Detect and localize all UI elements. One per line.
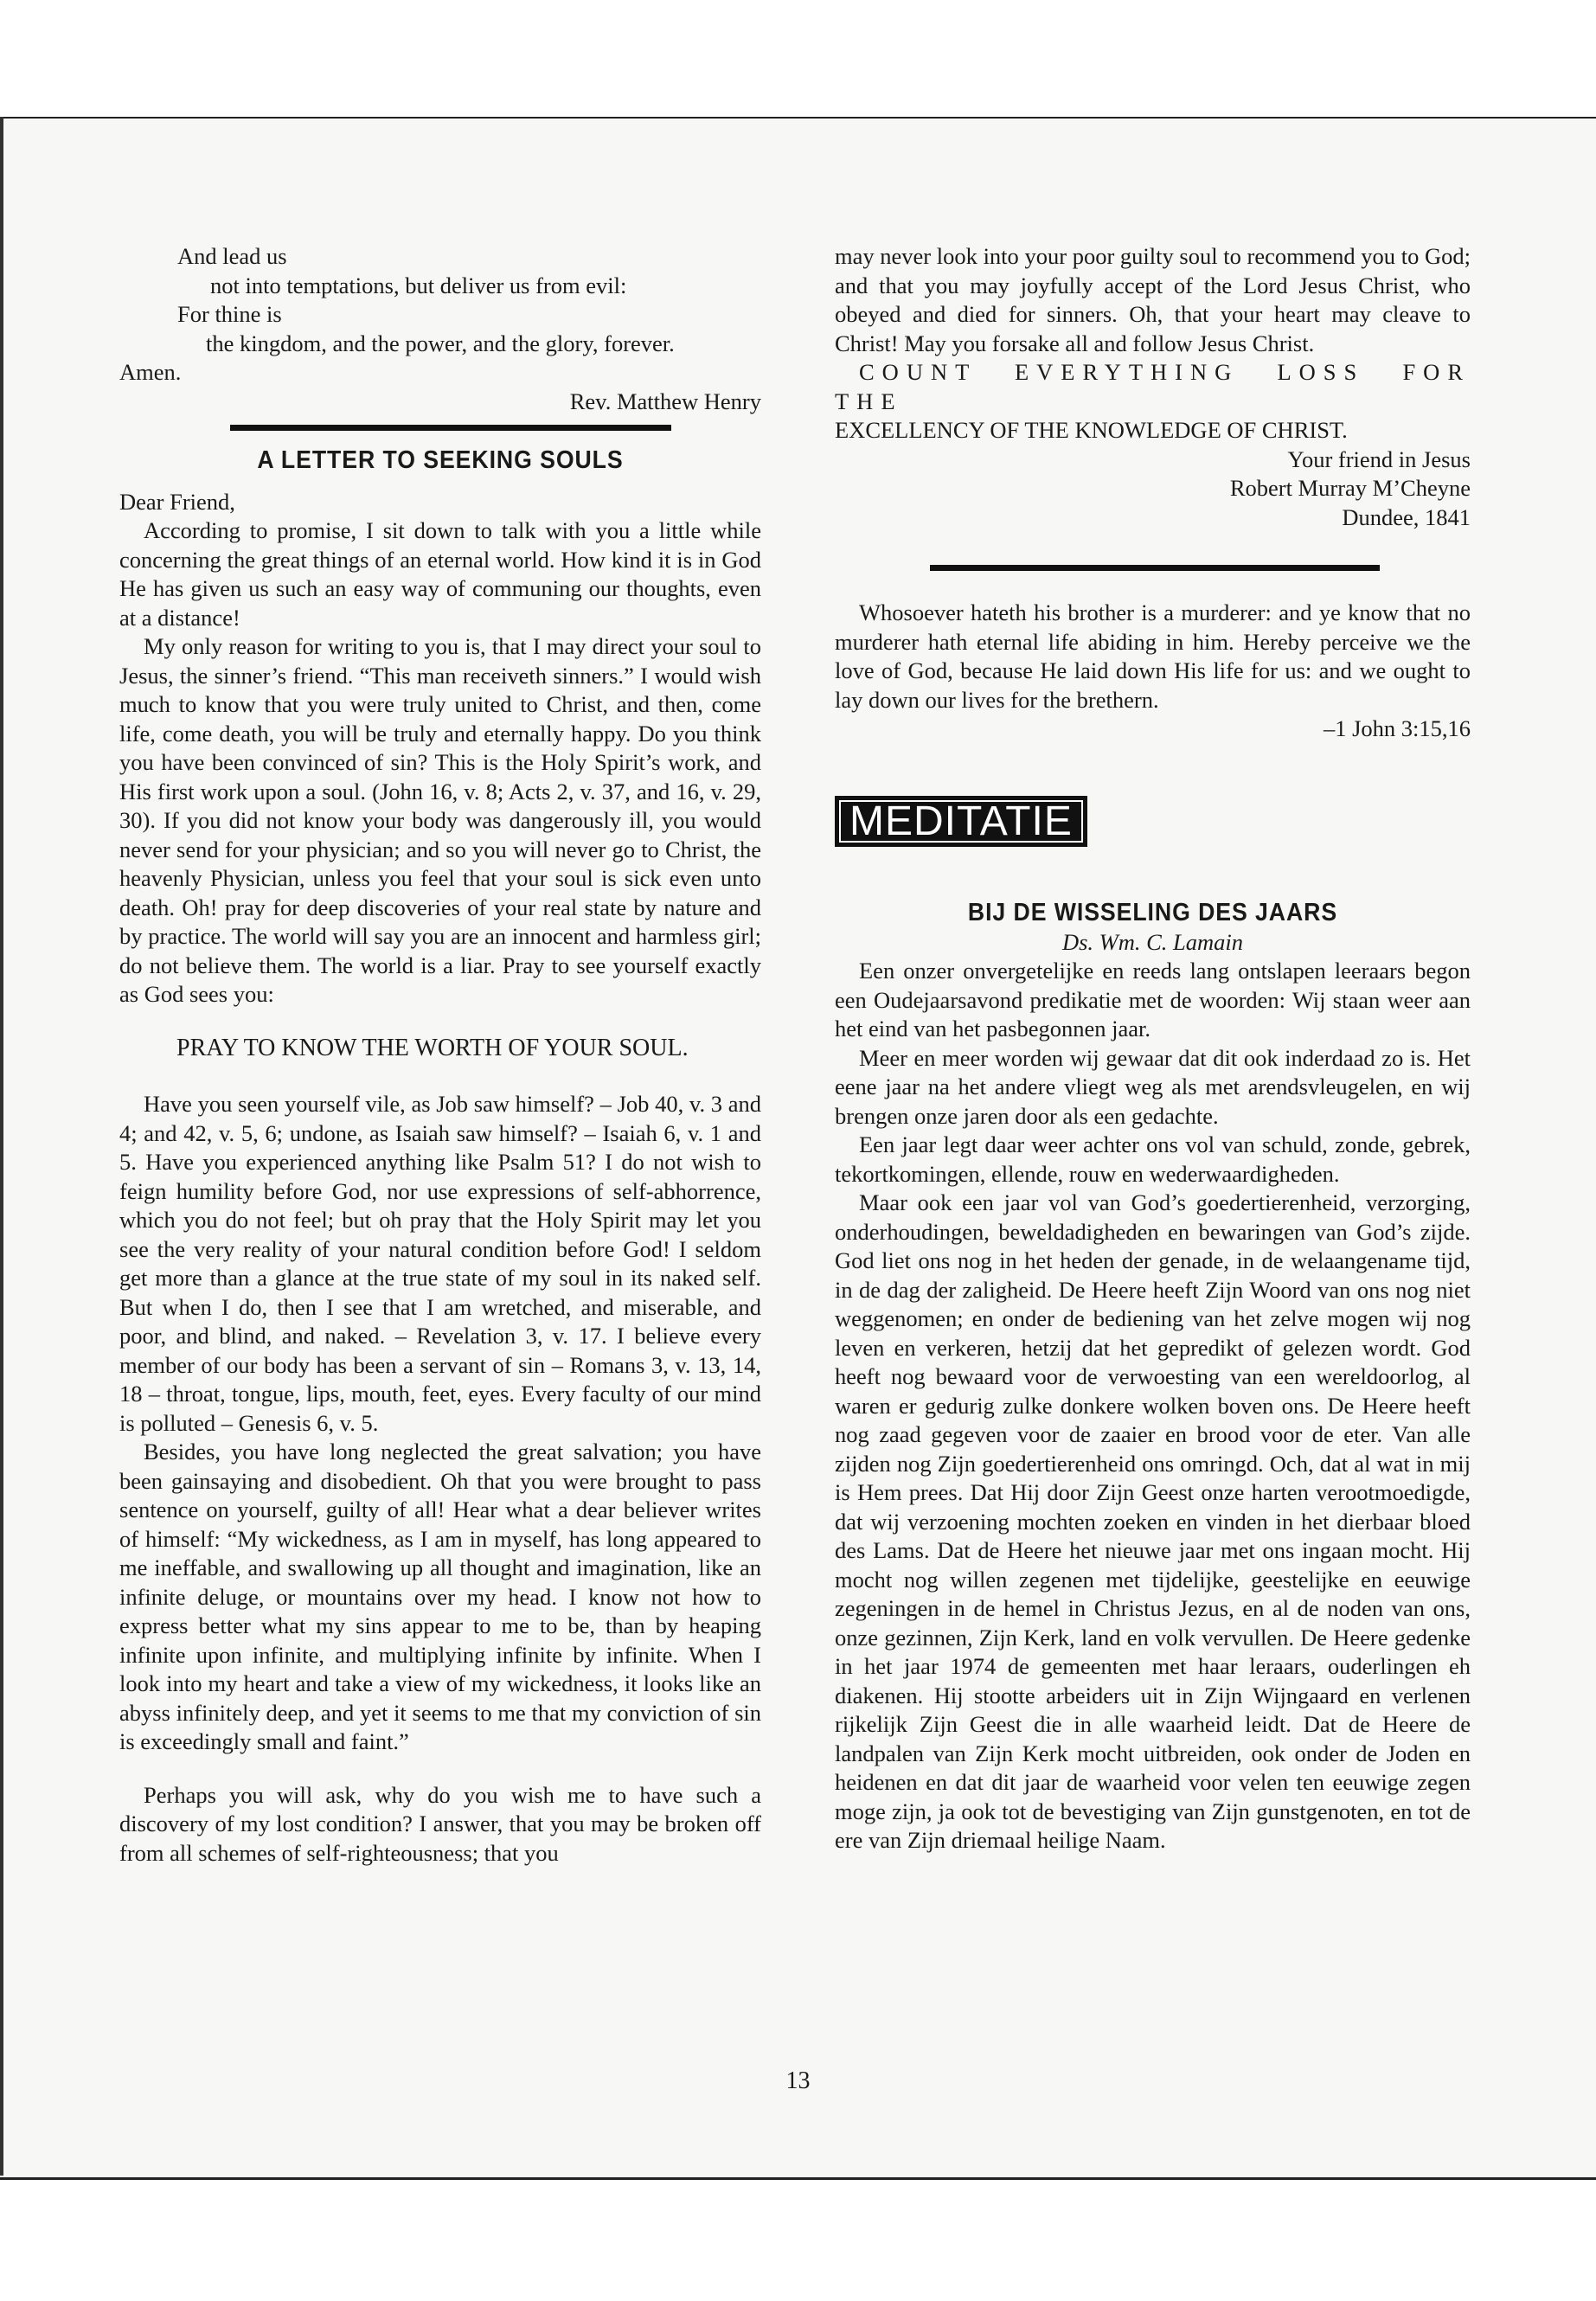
count-line: COUNT EVERYTHING LOSS FOR THE: [835, 359, 1471, 414]
prayer-line: the kingdom, and the power, and the glory, forever.: [206, 330, 675, 356]
paragraph: Meer en meer worden wij gewaar dat dit ook inderdaad zo is. Het eene jaar na het andere vliegt weg als met arendsvleugelen, en wij brengen onze jaren door als een gedachte.: [835, 1044, 1471, 1129]
paragraph: may never look into your poor guilty soul to recommend you to God; and that you may joyfully accept of the Lord Jesus Christ, who obeyed and died for sinners. Oh, that your heart may cleave to Christ! May you forsake all and follow Jesus Christ.: [835, 243, 1471, 356]
prayer-line: Amen.: [119, 359, 182, 385]
signoff: Your friend in Jesus: [1287, 445, 1471, 472]
meditation-author: Ds. Wm. C. Lamain: [1061, 928, 1244, 955]
paragraph: Een jaar legt daar weer achter ons vol van schuld, zonde, gebrek, tekortkomingen, ellende, rouw en wederwaardigheden.: [835, 1131, 1471, 1187]
right-column: [835, 242, 1471, 1856]
letter-title: A LETTER TO SEEKING SOULS: [257, 446, 624, 474]
prayer-attribution: Rev. Matthew Henry: [569, 388, 761, 414]
signoff-name: Robert Murray M’Cheyne: [1229, 475, 1471, 501]
paragraph: According to promise, I sit down to talk with you a little while concerning the great things of an eternal world. How kind it is in God He has given us such an easy way of communing our thoughts, even at a distance!: [119, 517, 761, 631]
paragraph: Have you seen yourself vile, as Job saw himself? – Job 40, v. 3 and 4; and 42, v. 5, 6; undone, as Isaiah saw himself? – Isaiah 6, v. 1 and 5. Have you experienced anything like Psalm 51? I do not wish to feign humility before God, nor use expressions of self-abhorrence, which you do not feel; but oh pray that the Holy Spirit may let you see the very reality of your natural condition before God! I seldom get more than a glance at the true state of my soul in its naked self. But when I do, then I see that I am wretched, and miserable, and poor, and blind, and naked. – Revelation 3, v. 17. I believe every member of our body has been a servant of sin – Romans 3, v. 13, 14, 18 – throat, tongue, lips, mouth, feet, eyes. Every faculty of our mind is polluted – Genesis 6, v. 5.: [119, 1091, 761, 1436]
prayer-line: And lead us: [177, 243, 287, 269]
paragraph: Perhaps you will ask, why do you wish me to have such a discovery of my lost condition? I answer, that you may be broken off from all schemes of self-righteousness; that you: [119, 1781, 761, 1866]
paragraph: My only reason for writing to you is, that I may direct your soul to Jesus, the sinner’s friend. “This man receiveth sinners.” I would wish much to know that you were truly united to Christ, and then, come life, come death, you will be truly and eternally happy. Do you think you have been convinced of sin? This is the Holy Spirit’s work, and His first work upon a soul. (John 16, v. 8; Acts 2, v. 37, and 16, v. 29, 30). If you did not know your body was dangerously ill, you would never send for your physician; and so you will never go to Christ, the heavenly Physician, unless you feel that your soul is sick even unto death. Oh! pray for deep discoveries of your real state by nature and by practice. The world will say you are an innocent and harmless girl; do not believe them. The world is a liar. Pray to see yourself exactly as God sees you:: [119, 633, 761, 1007]
left-column: [119, 242, 761, 1868]
prayer-line: not into temptations, but deliver us from evil:: [210, 272, 627, 298]
meditation-title: BIJ DE WISSELING DES JAARS: [967, 899, 1338, 926]
salutation: Dear Friend,: [119, 488, 235, 515]
caps-heading: PRAY TO KNOW THE WORTH OF YOUR SOUL.: [176, 1034, 689, 1061]
paragraph: Een onzer onvergetelijke en reeds lang ontslapen leeraars begon een Oudejaarsavond predikatie met de woorden: Wij staan weer aan het eind van het pasbegonnen jaar.: [835, 958, 1471, 1042]
scripture-reference: –1 John 3:15,16: [1323, 715, 1471, 741]
page-number: 13: [785, 2067, 811, 2094]
prayer-line: For thine is: [177, 301, 282, 327]
section-divider: [230, 425, 671, 431]
scan-edge: [0, 117, 3, 2176]
paragraph: Besides, you have long neglected the great salvation; you have been gainsaying and disobedient. Oh that you were brought to pass sentence on yourself, guilty of all! Hear what a dear believer writes of himself: “My wickedness, as I am in myself, has long appeared to me ineffable, and swallowing up all thought and imagination, like an infinite deluge, or mountains over my head. I know not how to express better what my sins appear to me to be, than by heaping infinite upon infinite, and multiplying infinite by infinite. When I look into my heart and take a view of my wickedness, it looks like an abyss infinitely deep, and yet it seems to me that my conviction of sin is exceedingly small and faint.”: [119, 1439, 761, 1754]
section-divider: [930, 565, 1380, 571]
scripture-quote: Whosoever hateth his brother is a murderer: and ye know that no murderer hath eternal life abiding in him. Hereby perceive we the love of God, because He laid down His life for us: and we ought to lay down our lives for the brethern.: [835, 599, 1471, 713]
count-line: EXCELLENCY OF THE KNOWLEDGE OF CHRIST.: [835, 417, 1348, 443]
signoff-place: Dundee, 1841: [1342, 503, 1471, 530]
section-label: MEDITATIE: [835, 796, 1087, 848]
paragraph: Maar ook een jaar vol van God’s goedertierenheid, verzorging, onderhoudingen, beweldadigheden en bewaringen van God’s zijde. God liet ons nog in het heden der genade, in de welaangename tijd, in de dag der zaligheid. De Heere heeft Zijn Woord van ons nog niet weggenomen; en onder de bediening van het zelve mogen wij nog leven en verkeren, hetzij dat het gepredikt of gelezen wordt. God heeft nog bewaard voor de verwoesting van een wereldoorlog, al waren er gedurig zulke donkere wolken boven ons. De Heere heeft nog zaad gegeven voor de zaaier en brood voor de eter. Van alle zijden nog Zijn goedertierenheid ons omringd. Och, dat al wat in mij is Hem prees. Dat Hij door Zijn Geest onze harten verootmoedigde, dat wij verzoening mochten zoeken en vinden in het dierbaar bloed des Lams. Dat de Heere het nieuwe jaar met ons ingaan mocht. Hij mocht nog willen zegenen met tijdelijke, geestelijke en eeuwige zegeningen in de hemel in Christus Jezus, en al de noden van ons, onze gezinnen, Zijn Kerk, land en volk vervullen. De Heere gedenke in het jaar 1974 de gemeenten met haar leraars, ouderlingen eh diakenen. Hij stootte arbeiders uit in Zijn Wijngaard en verlenen rijkelijk Zijn Geest die in alle waarheid leidt. Dat de Heere de landpalen van Zijn Kerk mocht uitbreiden, ook onder de Joden en heidenen en dat dit jaar de waarheid voor velen ten eeuwige zegen moge zijn, ja ook tot de bevestiging van Zijn gunstgenoten, en tot de ere van Zijn driemaal heilige Naam.: [835, 1189, 1471, 1853]
